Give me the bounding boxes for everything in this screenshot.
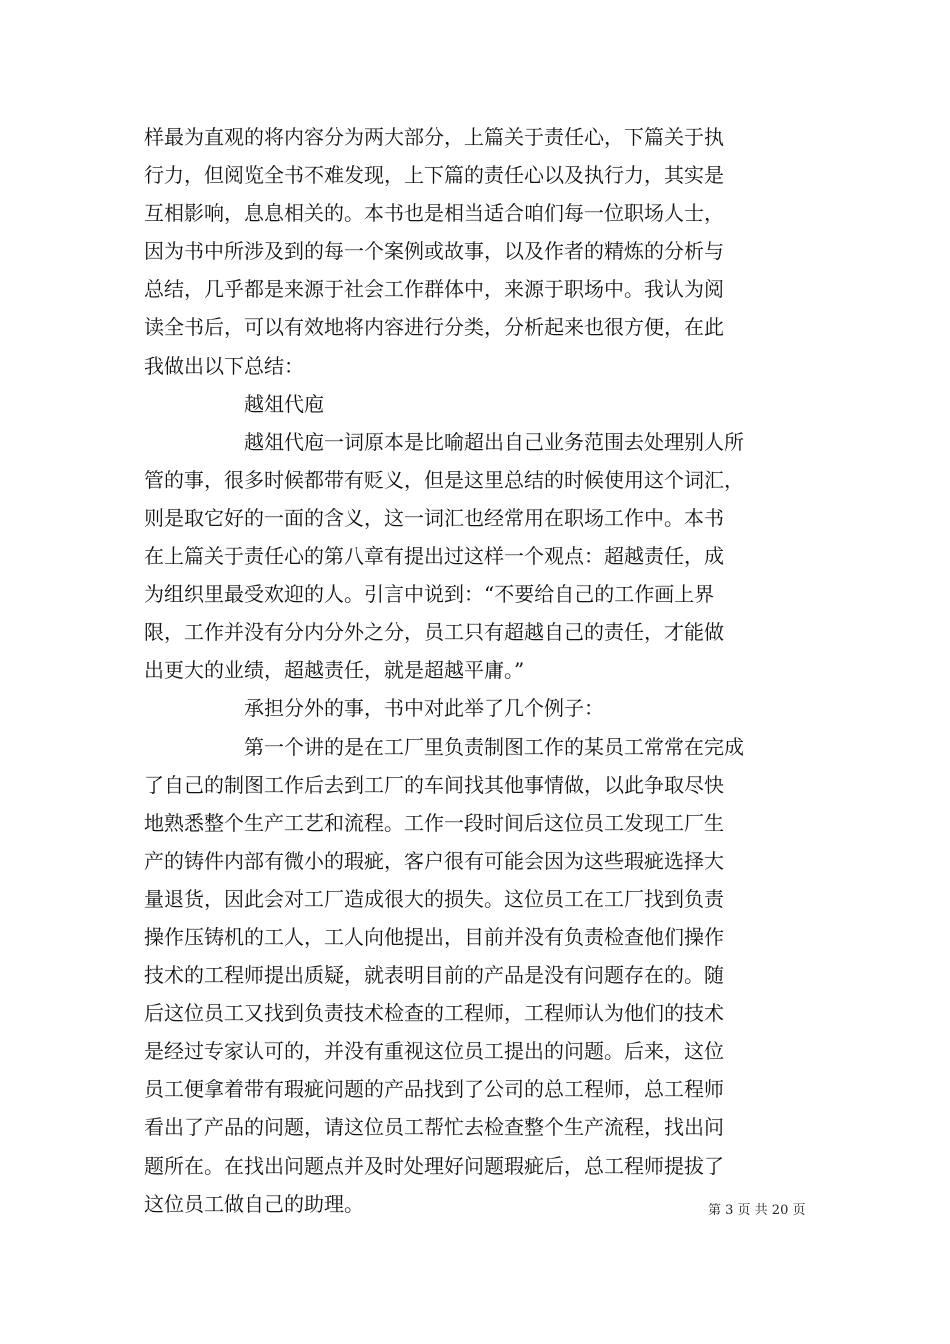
text-line: 限，工作并没有分内分外之分，员工只有超越自己的责任，才能做 [144, 620, 724, 645]
text-line: 样最为直观的将内容分为两大部分，上篇关于责任心，下篇关于执 [144, 125, 724, 149]
text-line: 第一个讲的是在工厂里负责制图工作的某员工常常在完成 [244, 734, 744, 759]
text-line: 员工便拿着带有瑕疵问题的产品找到了公司的总工程师，总工程师 [144, 1077, 724, 1102]
text-line: 行力，但阅览全书不难发现，上下篇的责任心以及执行力，其实是 [144, 163, 724, 188]
text-line: 读全书后，可以有效地将内容进行分类，分析起来也很方便，在此 [144, 315, 724, 340]
text-line: 管的事，很多时候都带有贬义，但是这里总结的时候使用这个词汇， [144, 467, 744, 492]
section-heading: 越俎代庖 [244, 391, 324, 416]
text-line: 后这位员工又找到负责技术检查的工程师，工程师认为他们的技术 [144, 1001, 724, 1026]
text-line: 技术的工程师提出质疑，就表明目前的产品是没有问题存在的。随 [144, 963, 724, 988]
text-line: 承担分外的事，书中对此举了几个例子： [244, 696, 604, 721]
text-line: 产的铸件内部有微小的瑕疵，客户很有可能会因为这些瑕疵选择大 [144, 848, 724, 873]
page-number-footer: 第 3 页 共 20 页 [708, 1203, 806, 1218]
text-line: 总结，几乎都是来源于社会工作群体中，来源于职场中。我认为阅 [144, 277, 724, 302]
text-line: 越俎代庖一词原本是比喻超出自己业务范围去处理别人所 [244, 429, 744, 454]
text-line: 则是取它好的一面的含义，这一词汇也经常用在职场工作中。本书 [144, 505, 724, 530]
text-line: 是经过专家认可的，并没有重视这位员工提出的问题。后来，这位 [144, 1039, 724, 1064]
text-line: 互相影响，息息相关的。本书也是相当适合咱们每一位职场人士， [144, 201, 724, 226]
text-line: 操作压铸机的工人，工人向他提出，目前并没有负责检查他们操作 [144, 924, 724, 949]
text-line: 了自己的制图工作后去到工厂的车间找其他事情做，以此争取尽快 [144, 772, 724, 797]
text-line: 看出了产品的问题，请这位员工帮忙去检查整个生产流程，找出问 [144, 1115, 724, 1140]
text-line: 为组织里最受欢迎的人。引言中说到：“不要给自己的工作画上界 [144, 582, 715, 607]
text-line: 题所在。在找出问题点并及时处理好问题瑕疵后，总工程师提拔了 [144, 1153, 724, 1178]
text-line: 在上篇关于责任心的第八章有提出过这样一个观点：超越责任，成 [144, 544, 724, 569]
text-line: 这位员工做自己的助理。 [144, 1191, 364, 1216]
text-line: 地熟悉整个生产工艺和流程。工作一段时间后这位员工发现工厂生 [144, 810, 724, 835]
text-line: 因为书中所涉及到的每一个案例或故事，以及作者的精炼的分析与 [144, 239, 724, 264]
text-line: 出更大的业绩，超越责任，就是超越平庸。” [144, 658, 525, 683]
text-line: 量退货，因此会对工厂造成很大的损失。这位员工在工厂找到负责 [144, 886, 724, 911]
text-line: 我做出以下总结： [144, 353, 304, 378]
document-body [144, 118, 809, 1223]
